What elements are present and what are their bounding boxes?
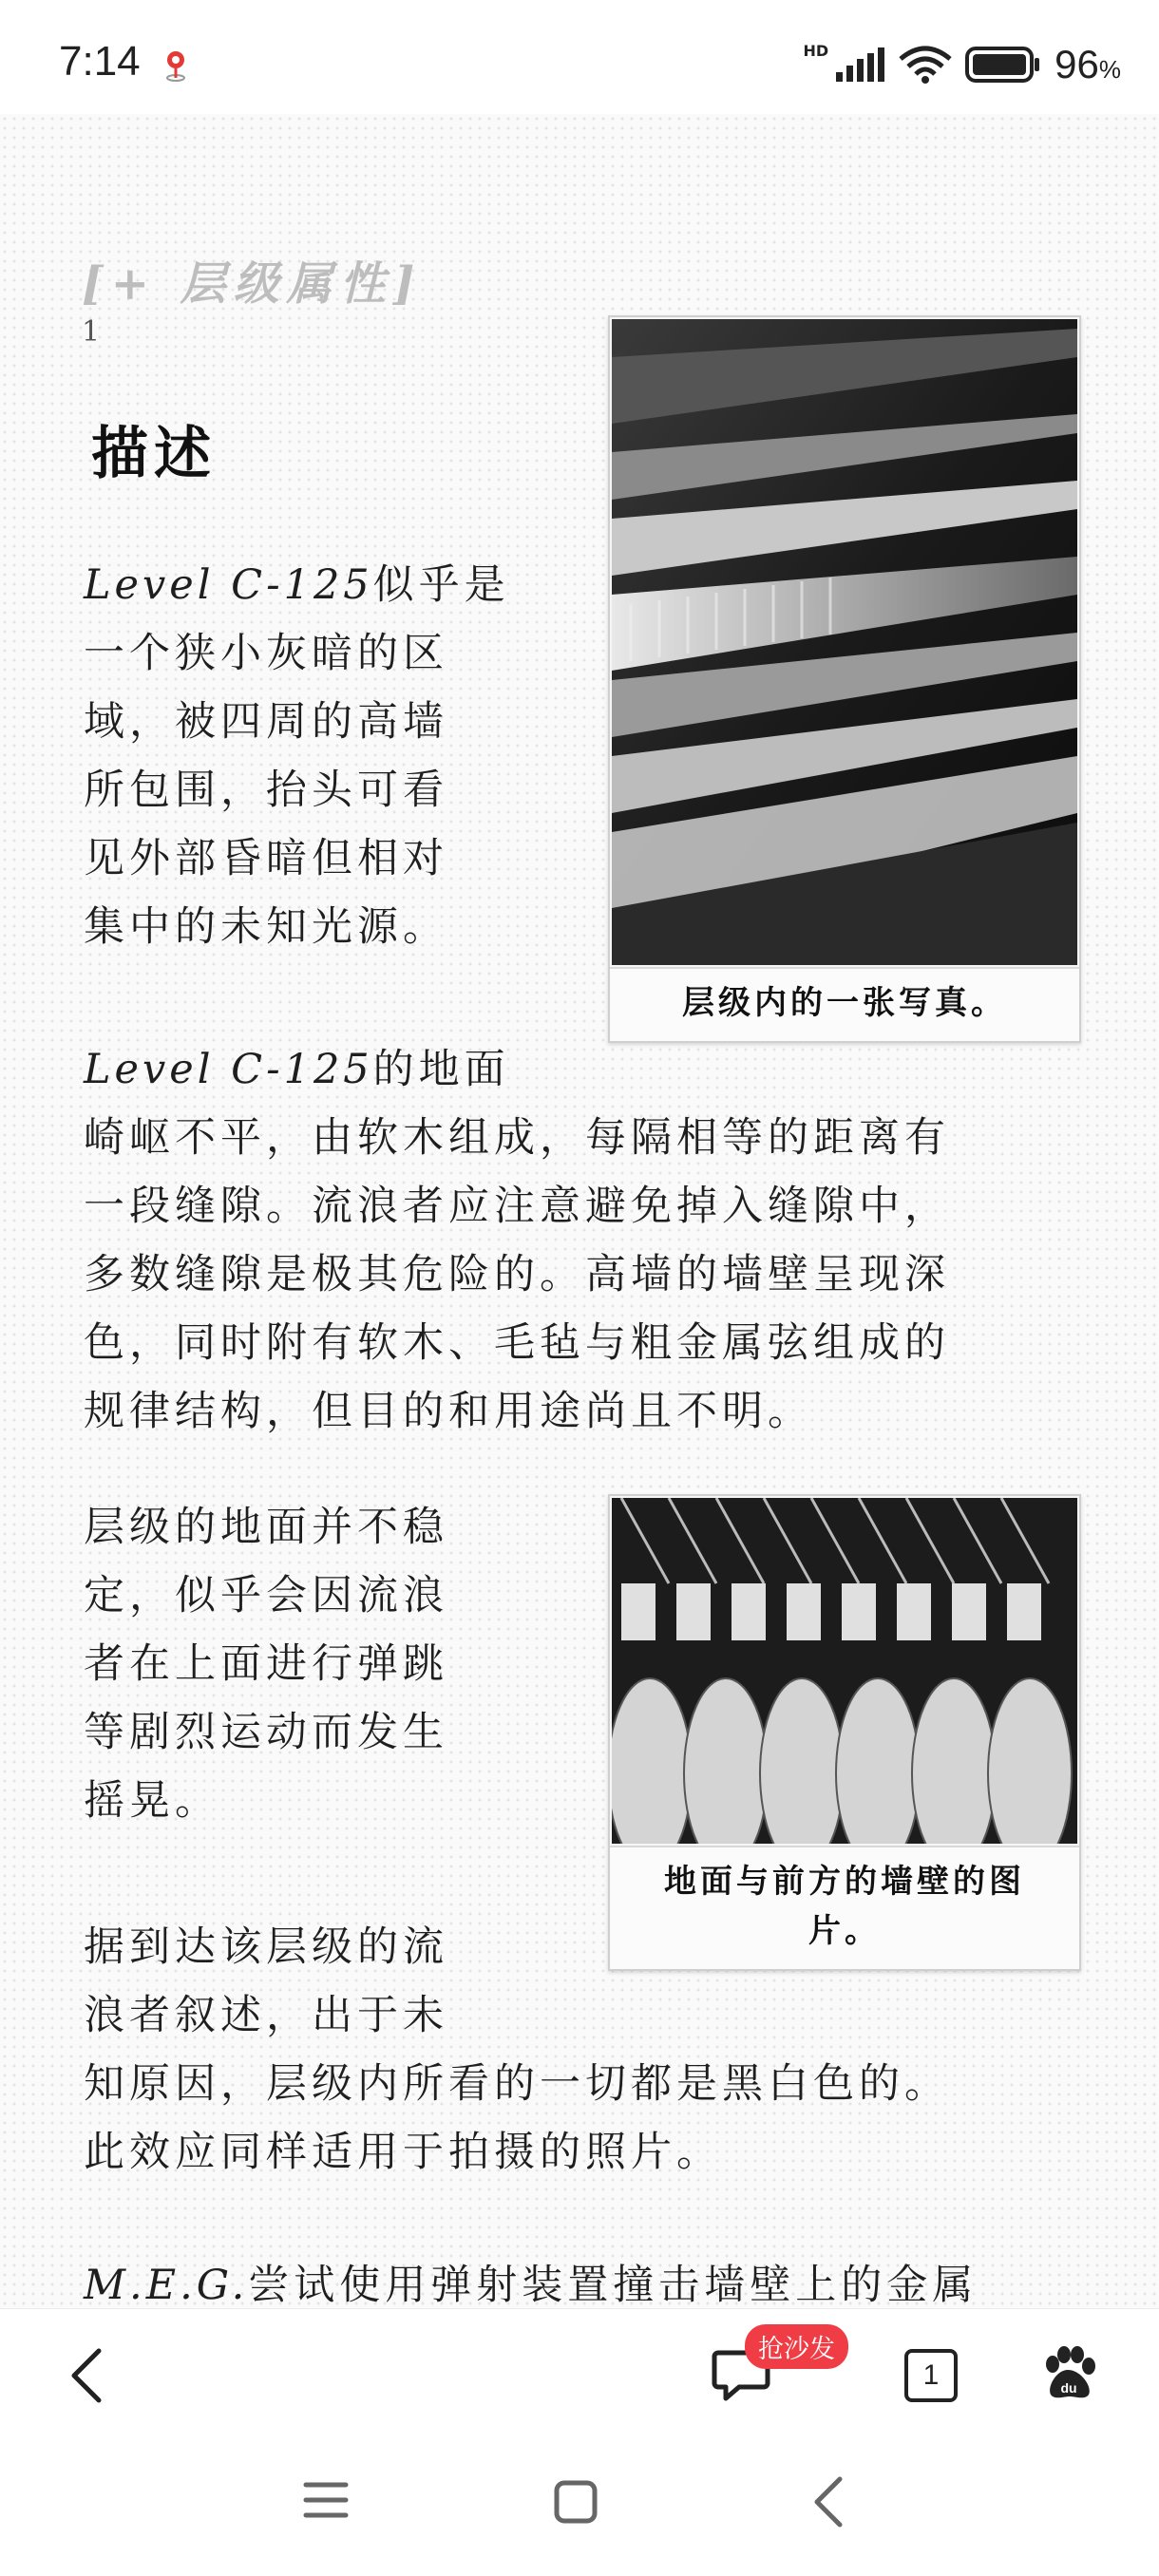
status-indicators [803,42,1121,87]
browser-toolbar [0,2308,1159,2433]
piano-interior-photo [612,319,1077,965]
figure-level-photo[interactable] [608,315,1081,1043]
status-time: 7:14 [59,38,141,85]
figure-2-caption: 地面与前方的墙壁的图片。 [610,1846,1079,1969]
level-name: Level C-125 [84,561,373,609]
signal-icon [836,47,885,82]
level-name: Level C-125 [84,1046,373,1093]
level-attributes-toggle[interactable]: [+ 层级属性] [82,257,423,311]
menu-icon[interactable] [302,2479,350,2521]
chevron-left-icon[interactable] [68,2347,106,2404]
comment-badge[interactable]: 抢沙发 [745,2324,848,2369]
figure-floor-photo[interactable] [608,1494,1081,1971]
organization-name: M.E.G. [84,2262,249,2308]
baidu-paw-icon[interactable] [1039,2345,1096,2402]
paragraph-2: Level C-125的地面 崎岖不平，由软木组成，每隔相等的距离有 一段缝隙。流浪者应注意避免掉入缝隙中， 多数缝隙是极其危险的。高墙的墙壁呈现深 色，同时附有软木、毛毡与粗金属弦组成的 规律结构，但目的和用途尚且不明。 [84,1046,950,1435]
nav-back-icon[interactable] [809,2475,847,2529]
article-content[interactable] [0,114,1159,2308]
svg-text:du: du [1060,2380,1077,2396]
home-square-icon[interactable] [553,2479,598,2525]
tabs-button[interactable]: 1 [904,2349,958,2402]
piano-hammers-photo [612,1498,1077,1844]
paragraph-3: 层级的地面并不稳 定，似乎会因流浪 者在上面进行弹跳 等剧烈运动而发生 摇晃。 [84,1504,448,1825]
paragraph-5: M.E.G.尝试使用弹射装置撞击墙壁上的金属 [84,2262,978,2308]
paragraph-1: Level C-125似乎是 一个狭小灰暗的区 域，被四周的高墙 所包围，抬头可看 见外部昏暗但相对 集中的未知光源。 [84,561,510,951]
system-navigation-bar [0,2432,1159,2576]
figure-1-caption: 层级内的一张写真。 [610,967,1079,1041]
location-pin-icon [163,49,188,82]
section-title-description: 描述 [91,421,217,487]
battery-level: 96% [1054,42,1121,86]
wifi-icon [899,46,952,84]
network-type: HD [803,42,829,60]
paragraph-4: 据到达该层级的流 浪者叙述，出于未 知原因，层级内所看的一切都是黑白色的。 此效应同样适用于拍摄的照片。 [84,1923,950,2176]
footnote-marker[interactable]: 1 [82,315,101,349]
battery-icon [965,47,1041,83]
status-bar [0,0,1159,114]
